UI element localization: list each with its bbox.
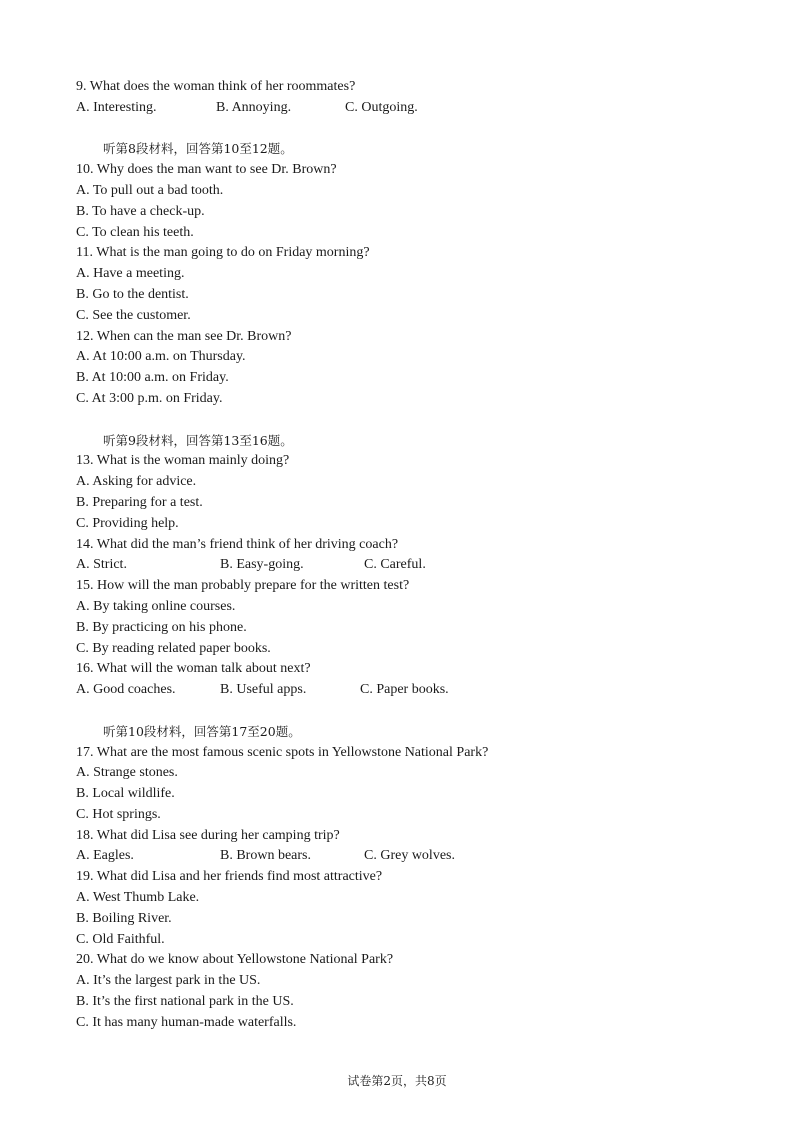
option-c: C. Old Faithful. xyxy=(76,931,165,947)
question-10: 10. Why does the man want to see Dr. Brown? xyxy=(76,162,337,178)
option-b: B. Boiling River. xyxy=(76,910,172,926)
question-15: 15. How will the man probably prepare for the written test? xyxy=(76,578,410,594)
question-18: 18. What did Lisa see during her camping trip? xyxy=(76,827,340,843)
option-b: B. Go to the dentist. xyxy=(76,286,189,302)
option-a: A. Strange stones. xyxy=(76,765,178,781)
question-20: 20. What do we know about Yellowstone National Park? xyxy=(76,952,394,968)
option-c: C. Outgoing. xyxy=(345,99,418,115)
option-b: B. Annoying. xyxy=(216,99,292,115)
option-c: C. Paper books. xyxy=(360,682,449,698)
option-c: C. Providing help. xyxy=(76,515,179,531)
option-b: B. Easy-going. xyxy=(220,557,304,573)
section-heading-8: 听第8段材料，回答第10至12题。 xyxy=(103,141,293,157)
option-b: B. Local wildlife. xyxy=(76,786,175,802)
option-c: C. Careful. xyxy=(364,557,426,573)
option-b: B. To have a check-up. xyxy=(76,203,205,219)
option-a: A. Asking for advice. xyxy=(76,474,197,490)
option-a: A. Interesting. xyxy=(76,99,157,115)
option-a: A. By taking online courses. xyxy=(76,598,236,614)
question-9: 9. What does the woman think of her roommates? xyxy=(76,79,356,94)
option-b: B. It’s the first national park in the US. xyxy=(76,994,294,1010)
question-12: 12. When can the man see Dr. Brown? xyxy=(76,328,292,344)
question-11: 11. What is the man going to do on Friday morning? xyxy=(76,245,370,261)
section-heading-9: 听第9段材料，回答第13至16题。 xyxy=(103,432,293,448)
question-16: 16. What will the woman talk about next? xyxy=(76,661,311,677)
option-b: B. Preparing for a test. xyxy=(76,494,203,510)
question-14-options xyxy=(76,555,756,576)
option-a: A. Strict. xyxy=(76,557,127,573)
option-a: A. To pull out a bad tooth. xyxy=(76,182,224,198)
option-c: C. To clean his teeth. xyxy=(76,224,194,240)
option-c: C. Grey wolves. xyxy=(364,848,455,864)
question-13: 13. What is the woman mainly doing? xyxy=(76,453,290,469)
question-9-options xyxy=(76,98,756,119)
question-17: 17. What are the most famous scenic spots in Yellowstone National Park? xyxy=(76,744,489,760)
option-b: B. By practicing on his phone. xyxy=(76,619,247,635)
page-content xyxy=(76,77,756,1034)
option-a: A. Eagles. xyxy=(76,848,134,864)
option-a: A. Good coaches. xyxy=(76,682,176,698)
option-c: C. At 3:00 p.m. on Friday. xyxy=(76,390,223,406)
option-c: C. See the customer. xyxy=(76,307,191,323)
option-b: B. Brown bears. xyxy=(220,848,311,864)
page-footer: 试卷第2页，共8页 xyxy=(347,1074,447,1088)
option-a: A. West Thumb Lake. xyxy=(76,890,200,906)
question-14: 14. What did the man’s friend think of her driving coach? xyxy=(76,536,399,552)
option-c: C. It has many human-made waterfalls. xyxy=(76,1014,297,1030)
option-c: C. Hot springs. xyxy=(76,806,161,822)
option-b: B. Useful apps. xyxy=(220,682,307,698)
option-a: A. It’s the largest park in the US. xyxy=(76,973,261,989)
option-b: B. At 10:00 a.m. on Friday. xyxy=(76,370,229,386)
question-19: 19. What did Lisa and her friends find most attractive? xyxy=(76,869,383,885)
question-16-options xyxy=(76,680,756,701)
section-heading-10: 听第10段材料，回答第17至20题。 xyxy=(103,723,301,739)
option-c: C. By reading related paper books. xyxy=(76,640,271,656)
option-a: A. At 10:00 a.m. on Thursday. xyxy=(76,349,246,365)
option-a: A. Have a meeting. xyxy=(76,266,185,282)
question-18-options xyxy=(76,846,756,867)
